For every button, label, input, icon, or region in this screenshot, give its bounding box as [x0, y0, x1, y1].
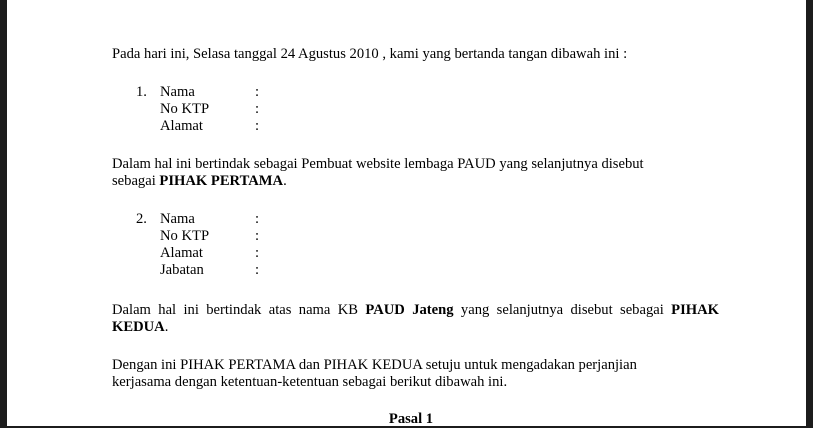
party2-field-label-alamat: Alamat — [160, 245, 203, 261]
party1-field-label-nama: Nama — [160, 84, 195, 100]
party2-role-suffix: . — [164, 319, 169, 335]
party1-field-label-noktp: No KTP — [160, 101, 210, 117]
party1-role-paragraph — [112, 156, 719, 190]
party2-field-label-nama: Nama — [160, 211, 195, 227]
party1-field-colon: : — [255, 84, 260, 100]
agreement-paragraph — [112, 357, 719, 391]
party2-field-colon: : — [255, 262, 260, 278]
agreement-line2: kerjasama dengan ketentuan-ketentuan sebagai berikut dibawah ini. — [112, 374, 508, 390]
pasal-heading: Pasal 1 — [388, 411, 434, 427]
party2-field-colon: : — [255, 211, 260, 227]
party1-field-colon: : — [255, 118, 260, 134]
paud-jateng-label: PAUD Jateng — [365, 302, 454, 318]
party1-role-line2 — [112, 173, 719, 190]
party1-role-prefix: sebagai — [112, 173, 160, 189]
party2-role-prefix: Dalam hal ini bertindak atas nama KB — [112, 302, 366, 318]
document-page — [7, 0, 806, 426]
pihak-pertama-label: PIHAK PERTAMA — [159, 173, 284, 189]
party1-field-label-alamat: Alamat — [160, 118, 203, 134]
party2-role-paragraph — [112, 302, 719, 336]
agreement-line1: Dengan ini PIHAK PERTAMA dan PIHAK KEDUA setuju untuk mengadakan perjanjian — [112, 357, 637, 373]
party1-role-suffix: . — [283, 173, 287, 189]
party2-number: 2. — [136, 211, 147, 227]
party1-number: 1. — [136, 84, 147, 100]
party2-field-colon: : — [255, 245, 260, 261]
intro-paragraph: Pada hari ini, Selasa tanggal 24 Agustus 2010 , kami yang bertanda tangan dibawah ini : — [112, 46, 628, 62]
party2-field-label-jabatan: Jabatan — [160, 262, 204, 278]
party2-role-middle: yang selanjutnya disebut sebagai — [453, 302, 672, 318]
pihak-kedua-label: PIHAK KEDUA — [112, 302, 719, 335]
party2-field-colon: : — [255, 228, 260, 244]
party1-role-line1: Dalam hal ini bertindak sebagai Pembuat website lembaga PAUD yang selanjutnya disebut — [112, 156, 644, 172]
party2-field-label-noktp: No KTP — [160, 228, 210, 244]
party1-field-colon: : — [255, 101, 260, 117]
